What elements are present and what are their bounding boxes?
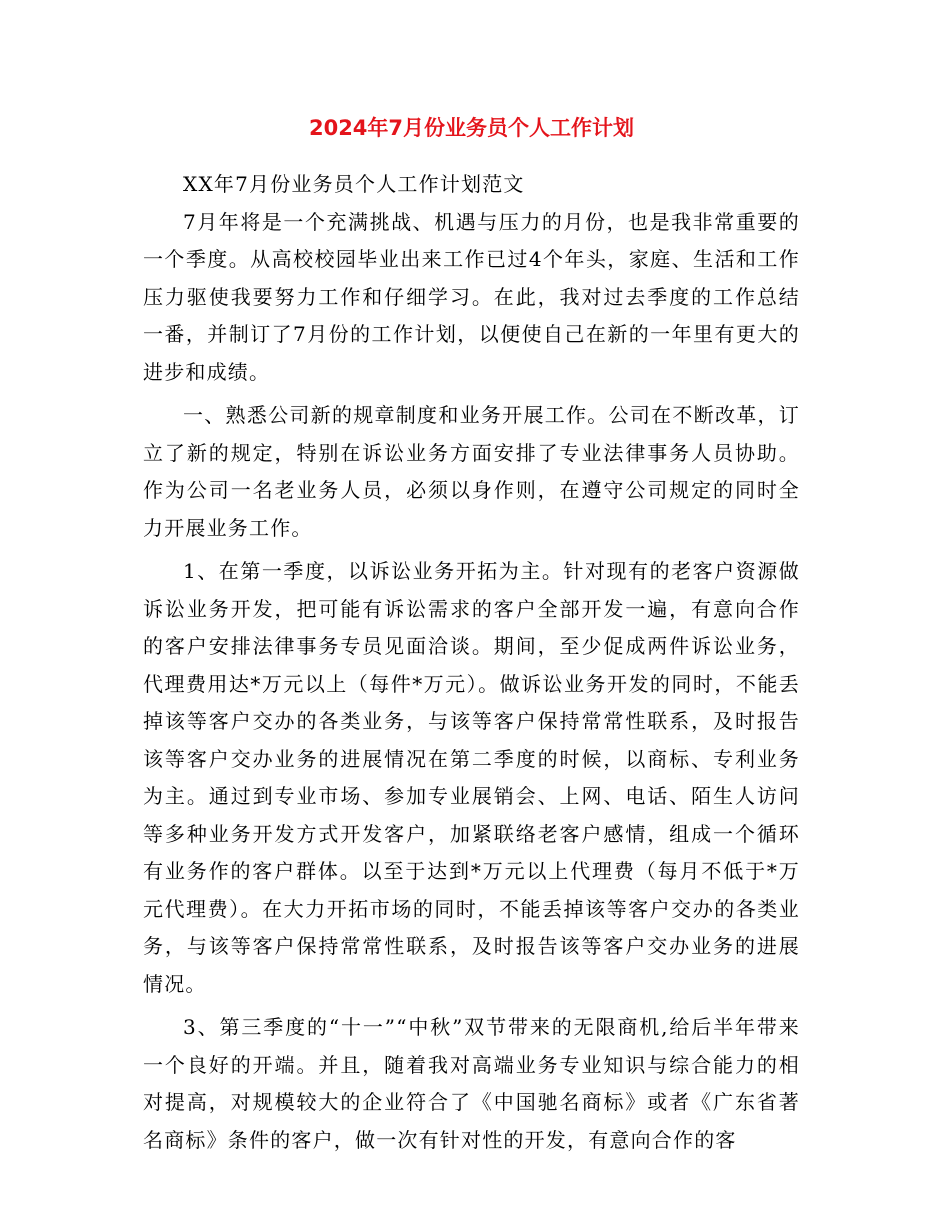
document-title: 2024年7月份业务员个人工作计划 [308, 116, 635, 140]
paragraph-intro: 7月年将是一个充满挑战、机遇与压力的月份，也是我非常重要的一个季度。从高校校园毕业出来工作已过4个年头，家庭、生活和工作压力驱使我要努力工作和仔细学习。在此，我对过去季度的工作总结一番，并制订了7月份的工作计划，以便使自己在新的一年里有更大的进步和成绩。 [143, 209, 800, 384]
paragraph-subtitle: XX年7月份业务员个人工作计划范文 [183, 172, 525, 196]
paragraph-quarter-one: 1、在第一季度，以诉讼业务开拓为主。针对现有的老客户资源做诉讼业务开发，把可能有诉讼需求的客户全部开发一遍，有意向合作的客户安排法律事务专员见面洽谈。期间，至少促成两件诉讼业务，代理费用达*万元以上（每件*万元）。做诉讼业务开发的同时，不能丢掉该等客户交办的各类业务，与该等客户保持常常性联系，及时报告该等客户交办业务的进展情况在第二季度的时候，以商标、专利业务为主。通过到专业市场、参加专业展销会、上网、电话、陌生人访问等多种业务开发方式开发客户，加紧联络老客户感情，组成一个循环有业务作的客户群体。以至于达到*万元以上代理费（每月不低于*万元代理费）。在大力开拓市场的同时，不能丢掉该等客户交办的各类业务，与该等客户保持常常性联系，及时报告该等客户交办业务的进展情况。 [143, 559, 800, 996]
paragraph-quarter-three: 3、第三季度的“十一”“中秋”双节带来的无限商机,给后半年带来一个良好的开端。并且，随着我对高端业务专业知识与综合能力的相对提高，对规模较大的企业符合了《中国驰名商标》或者《广东省著名商标》条件的客户，做一次有针对性的开发，有意向合作的客 [143, 1015, 800, 1152]
paragraph-section-one: 一、熟悉公司新的规章制度和业务开展工作。公司在不断改革，订立了新的规定，特别在诉讼业务方面安排了专业法律事务人员协助。作为公司一名老业务人员，必须以身作则，在遵守公司规定的同时全力开展业务工作。 [143, 403, 800, 540]
